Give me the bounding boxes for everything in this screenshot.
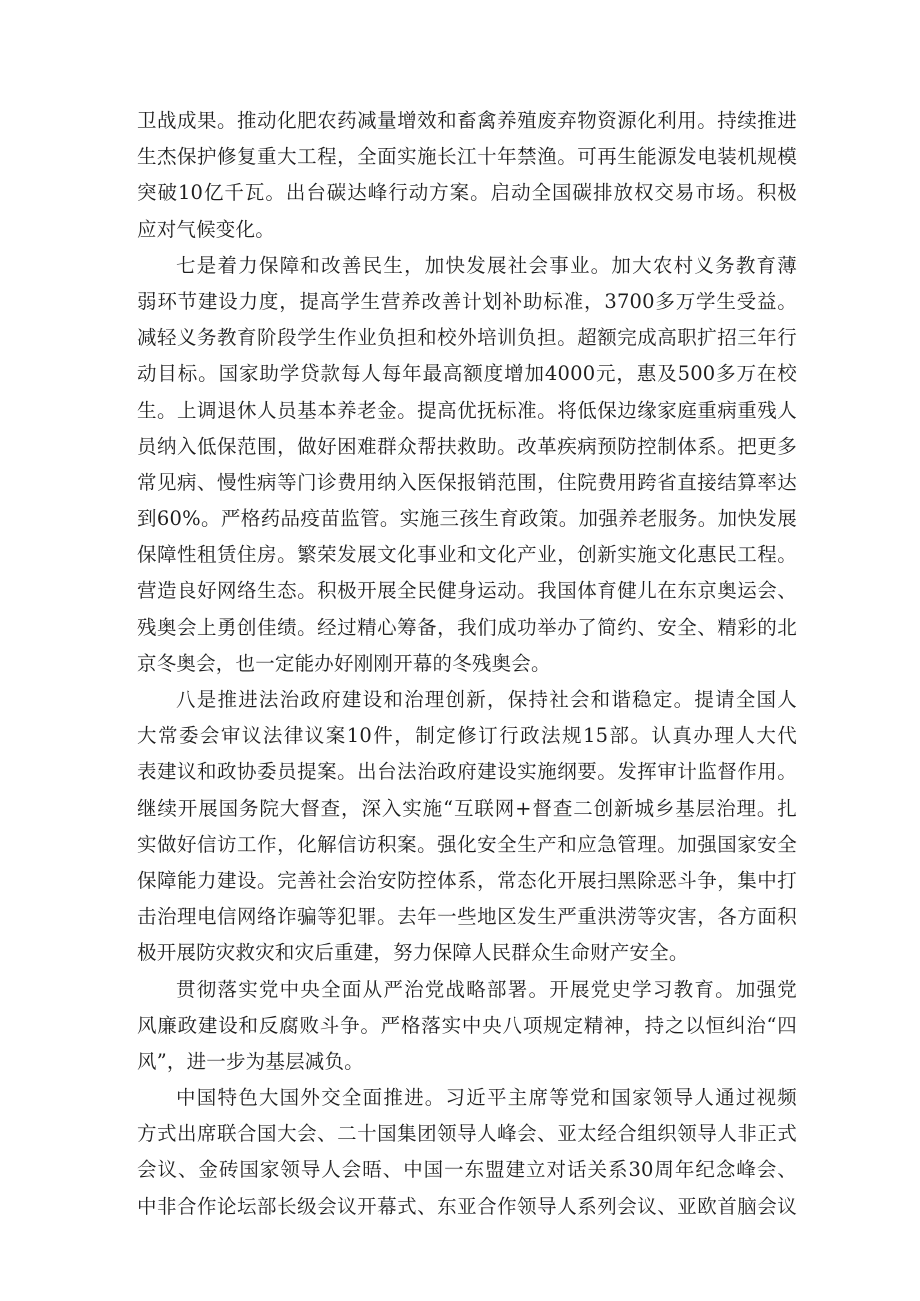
text-line: 风廉政建设和反腐败斗争。严格落实中央八项规定精神，持之以恒纠治“四 <box>137 1013 797 1037</box>
text-line: 营造良好网络生态。积极开展全民健身运动。我国体育健儿在东京奥运会、 <box>137 579 797 603</box>
text-line: 突破10亿千瓦。出台碳达峰行动方案。启动全国碳排放权交易市场。积极 <box>137 181 797 205</box>
paragraph-livelihood <box>137 248 797 682</box>
text-line: 方式出席联合国大会、二十国集团领导人峰会、亚太经合组织领导人非正式 <box>137 1122 797 1146</box>
paragraph-diplomacy <box>137 1080 797 1225</box>
text-line: 京冬奥会，也一定能办好刚刚开幕的冬残奥会。 <box>137 651 551 675</box>
text-line: 贯彻落实党中央全面从严治党战略部署。开展党史学习教育。加强党 <box>176 977 797 1001</box>
text-line: 七是着力保障和改善民生，加快发展社会事业。加大农村义务教育薄 <box>176 253 797 277</box>
text-line: 卫战成果。推动化肥农药减量增效和畜禽养殖废弃物资源化利用。持续推进 <box>137 109 797 132</box>
text-line: 应对气候变化。 <box>137 217 275 241</box>
text-line: 员纳入低保范围，做好困难群众帮扶救助。改革疾病预防控制体系。把更多 <box>137 434 797 458</box>
text-line: 会议、金砖国家领导人会晤、中国一东盟建立对话关系30周年纪念峰会、 <box>137 1158 797 1182</box>
paragraph-ecology-continued <box>137 103 797 248</box>
text-line: 到60%。严格药品疫苗监管。实施三孩生育政策。加强养老服务。加快发展 <box>137 507 797 531</box>
text-line: 生杰保护修复重大工程，全面实施长江十年禁渔。可再生能源发电装机规模 <box>137 145 797 169</box>
text-line: 八是推进法治政府建设和治理创新，保持社会和谐稳定。提请全国人 <box>176 688 797 711</box>
text-line: 表建议和政协委员提案。出台法治政府建设实施纲要。发挥审计监督作用。 <box>137 760 797 784</box>
paragraph-party-discipline <box>137 972 797 1081</box>
text-line: 继续开展国务院大督查，深入实施“互联网+督查二创新城乡基层治理。扎 <box>137 796 797 820</box>
text-line: 保障性租赁住房。繁荣发展文化事业和文化产业，创新实施文化惠民工程。 <box>137 543 797 567</box>
text-line: 动目标。国家助学贷款每人每年最高额度增加4000元，惠及500多万在校 <box>137 362 797 386</box>
text-line: 生。上调退休人员基本养老金。提高优抚标准。将低保边缘家庭重病重残人 <box>137 398 797 422</box>
text-line: 中非合作论坛部长级会议开幕式、东亚合作领导人系列会议、亚欧首脑会议 <box>137 1194 797 1218</box>
text-line: 击治理电信网络诈骗等犯罪。去年一些地区发生严重洪涝等灾害，各方面积 <box>137 905 797 929</box>
text-line: 大常委会审议法律议案10件，制定修订行政法规15部。认真办理人大代 <box>137 724 797 748</box>
text-line: 保障能力建设。完善社会治安防控体系，常态化开展扫黑除恶斗争，集中打 <box>137 868 797 892</box>
paragraph-rule-of-law <box>137 682 797 972</box>
text-line: 弱环节建设力度，提高学生营养改善计划补助标准，3700多万学生受益。 <box>137 289 797 313</box>
document-body <box>137 103 797 1225</box>
text-line: 减轻义务教育阶段学生作业负担和校外培训负担。超额完成高职扩招三年行 <box>137 326 797 350</box>
text-line: 残奥会上勇创佳绩。经过精心筹备，我们成功举办了简约、安全、精彩的北 <box>137 615 797 639</box>
text-line: 常见病、慢性病等门诊费用纳入医保报销范围，住院费用跨省直接结算率达 <box>137 470 797 494</box>
text-line: 极开展防灾救灾和灾后重建，努力保障人民群众生命财产安全。 <box>137 941 689 965</box>
text-line: 实做好信访工作，化解信访积案。强化安全生产和应急管理。加强国家安全 <box>137 832 797 856</box>
text-line: 中国特色大国外交全面推进。习近平主席等党和国家领导人通过视频 <box>176 1086 797 1110</box>
text-line: 风”，进一步为基层减负。 <box>137 1049 364 1073</box>
